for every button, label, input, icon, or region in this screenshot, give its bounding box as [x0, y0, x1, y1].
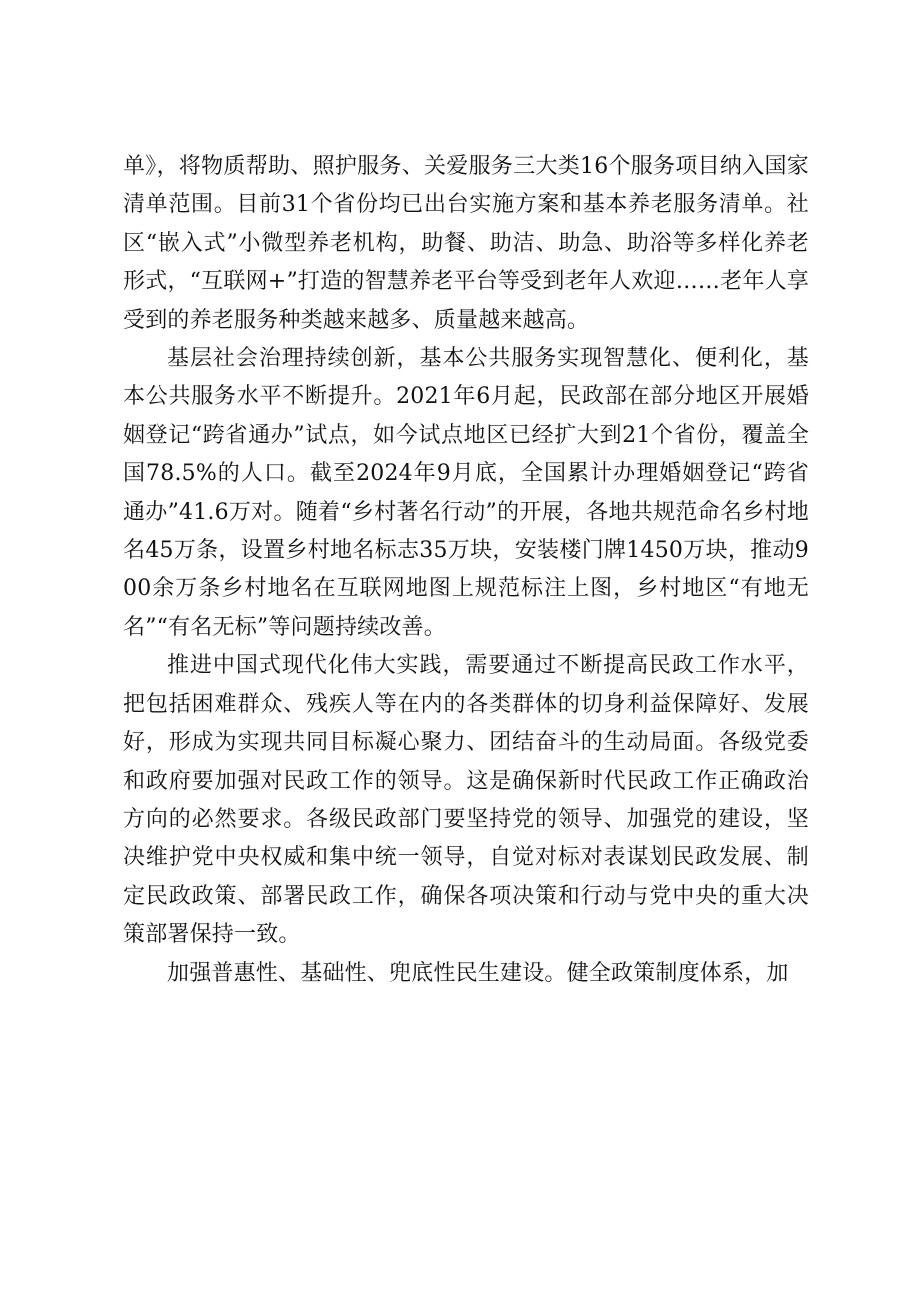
- paragraph-modernization-practice: 推进中国式现代化伟大实践，需要通过不断提高民政工作水平，把包括困难群众、残疾人等在内的各类群体的切身利益保障好、发展好，形成为实现共同目标凝心聚力、团结奋斗的生动局面。各级党委和政府要加强对民政工作的领导。这是确保新时代民政工作正确政治方向的必然要求。各级民政部门要坚持党的领导、加强党的建设，坚决维护党中央权威和集中统一领导，自觉对标对表谋划民政发展、制定民政政策、部署民政工作，确保各项决策和行动与党中央的重大决策部署保持一致。: [123, 653, 809, 948]
- paragraph-livelihood-construction: 加强普惠性、基础性、兜底性民生建设。健全政策制度体系，加: [167, 960, 789, 986]
- paragraph-elderly-care-services: 单》，将物质帮助、照护服务、关爱服务三大类16个服务项目纳入国家清单范围。目前31个省份均已出台实施方案和基本养老服务清单。社区“嵌入式”小微型养老机构，助餐、助洁、助急、助浴等多样化养老形式，“互联网+”打造的智慧养老平台等受到老年人欢迎……老年人享受到的养老服务种类越来越多、质量越来越高。: [123, 154, 809, 333]
- paragraph-grassroots-governance: 基层社会治理持续创新，基本公共服务实现智慧化、便利化，基本公共服务水平不断提升。2021年6月起，民政部在部分地区开展婚姻登记“跨省通办”试点，如今试点地区已经扩大到21个省份，覆盖全国78.5%的人口。截至2024年9月底，全国累计办理婚姻登记“跨省通办”41.6万对。随着“乡村著名行动”的开展，各地共规范命名乡村地名45万条，设置乡村地名标志35万块，安装楼门牌1450万块，推动900余万条乡村地名在互联网地图上规范标注上图，乡村地区“有地无名”“有名无标”等问题持续改善。: [123, 346, 809, 640]
- document-body: [123, 148, 809, 993]
